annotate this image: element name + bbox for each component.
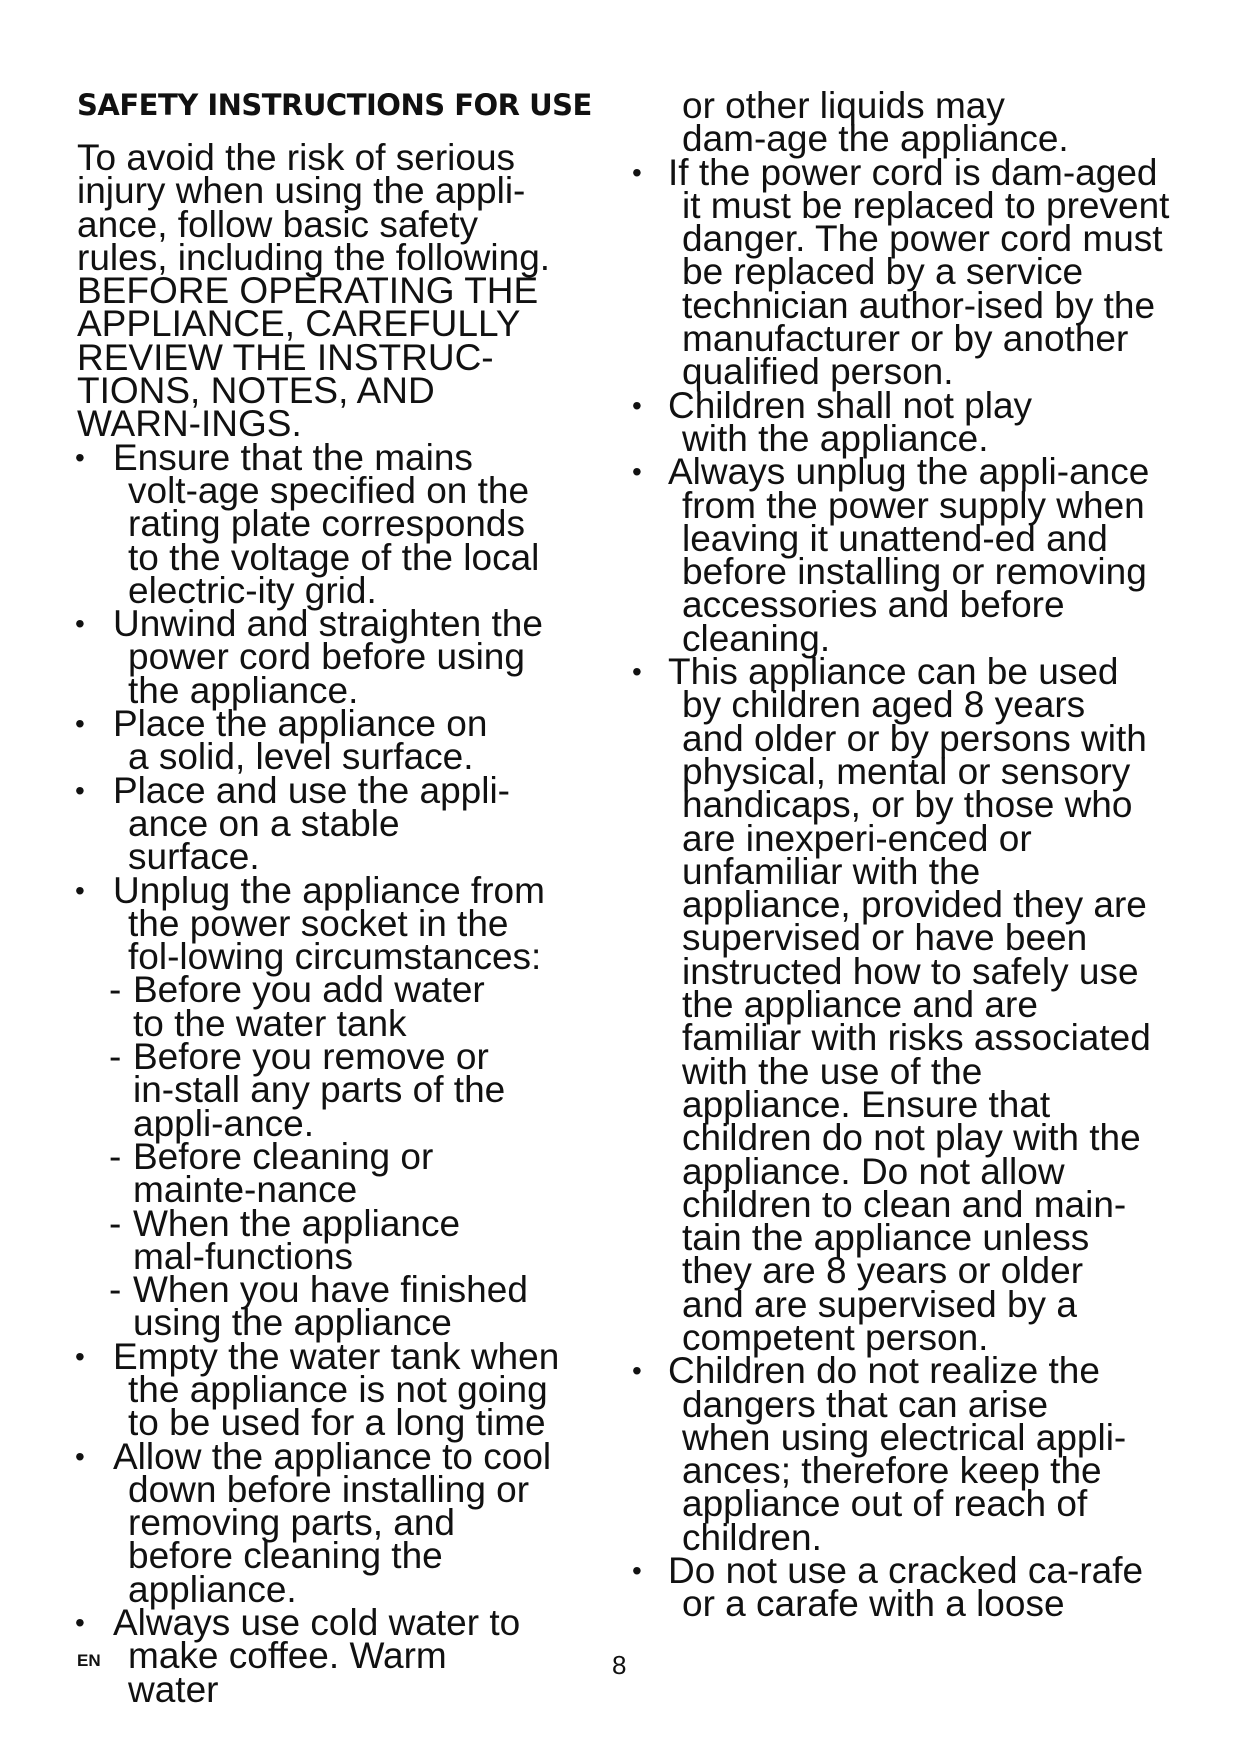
list-item: • Always unplug the appli-ance from the power supply when leaving it unattend-ed and before installing or removing accessories and before cleaning.	[630, 455, 1167, 655]
list-item: • This appliance can be used by children aged 8 years and older or by persons with physical, mental or sensory handicaps, or by those who are inexperi-enced or unfamiliar with the appliance, provided they are supervised or have been instructed how to safely use the appliance and are familiar with risks associated with the use of the appliance. Ensure that children do not play with the appliance. Do not allow children to clean and main-tain the appliance unless they are 8 years or older and are supervised by a competent person.	[630, 655, 1152, 1354]
list-item: • Allow the appliance to cool down before installing or removing parts, and before cleaning the appliance.	[77, 1440, 568, 1606]
section-heading: SAFETY INSTRUCTIONS FOR USE	[77, 88, 592, 122]
list-item: • Children shall not play with the appliance.	[630, 389, 1102, 456]
sub-list-item: - Before cleaning or mainte-nance	[77, 1140, 533, 1207]
page-number: 8	[612, 1650, 627, 1680]
sub-list-item: - Before you remove or in-stall any parts of the appli-ance.	[77, 1040, 533, 1140]
list-item: • Unplug the appliance from the power socket in the fol-lowing circumstances:	[77, 874, 558, 974]
left-column	[77, 137, 617, 1710]
list-item: • Ensure that the mains volt-age specified on the rating plate corresponds to the voltage of the local electric-ity grid.	[77, 441, 553, 607]
list-item: • If the power cord is dam-aged it must be replaced to prevent danger. The power cord must be replaced by a service technician author-ised by the manufacturer or by another qualified person.	[630, 156, 1172, 389]
sub-list-item: - When you have finished using the appliance	[77, 1273, 533, 1340]
list-item: • Do not use a cracked ca-rafe or a carafe with a loose	[630, 1554, 1172, 1621]
unplug-circumstances-list	[77, 969, 617, 1344]
continued-text: or other liquids may dam-age the appliance.	[682, 85, 1069, 160]
list-item: • Unwind and straighten the power cord before using the appliance.	[77, 607, 558, 707]
intro-paragraph: To avoid the risk of serious injury when using the appli-ance, follow basic safety rules, including the following.	[77, 137, 551, 278]
list-item: • Always use cold water to make coffee. Warm water	[77, 1606, 528, 1706]
list-item: • Children do not realize the dangers that can arise when using electrical appli-ances; therefore keep the appliance out of reach of children.	[630, 1354, 1142, 1554]
right-column	[630, 85, 1190, 1625]
list-item: • Place the appliance on a solid, level surface.	[77, 707, 498, 774]
list-item: • Place and use the appli-ance on a stable surface.	[77, 774, 538, 874]
language-code: EN	[77, 1651, 101, 1670]
sub-list-item: - When the appliance mal-functions	[77, 1207, 533, 1274]
warning-paragraph: BEFORE OPERATING THE APPLIANCE, CAREFULLY REVIEW THE INSTRUC-TIONS, NOTES, AND WARN-INGS.	[77, 270, 539, 445]
sub-list-item: - Before you add water to the water tank	[77, 973, 503, 1040]
list-item: • Empty the water tank when the appliance is not going to be used for a long time	[77, 1340, 568, 1440]
